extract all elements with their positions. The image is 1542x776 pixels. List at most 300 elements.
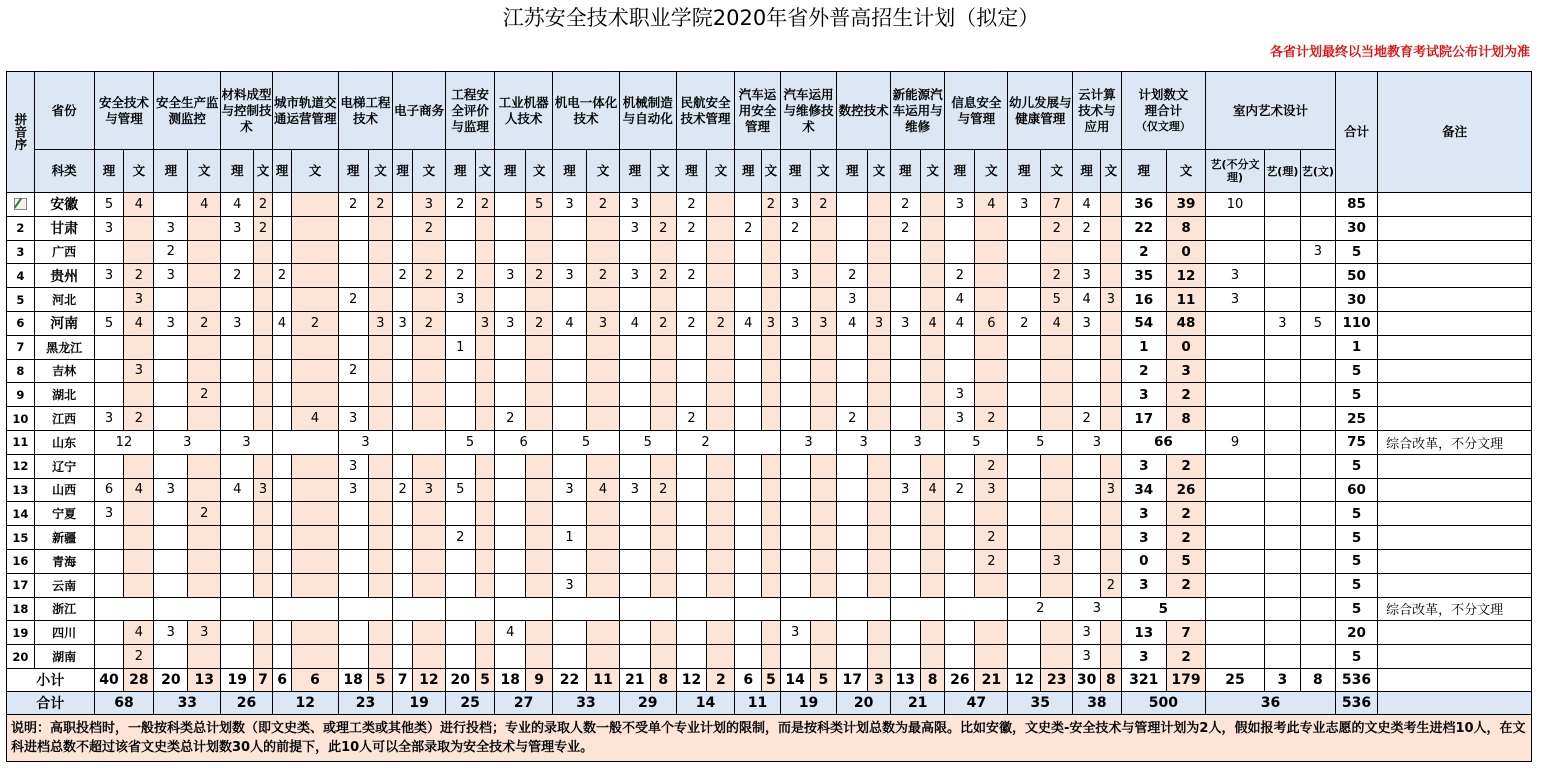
plan-cell [707, 407, 735, 431]
art-cell [1300, 264, 1335, 288]
plan-cell [707, 478, 735, 502]
plan-cell [619, 383, 650, 407]
major-total: 23 [338, 691, 393, 714]
province-cell: 黑龙江 [34, 335, 94, 359]
plan-cell [1101, 335, 1122, 359]
plan-cell [272, 573, 292, 597]
plan-cell [124, 454, 154, 478]
art-cell [1206, 383, 1265, 407]
plan-cell [837, 383, 868, 407]
plan-cell [124, 502, 154, 526]
art-cell [1264, 549, 1300, 573]
plan-cell [810, 264, 837, 288]
plan-cell [526, 502, 553, 526]
plan-cell [475, 478, 495, 502]
remark-cell [1378, 645, 1532, 669]
plan-cell [586, 645, 619, 669]
plan-cell [1041, 645, 1073, 669]
province-cell: 河南 [34, 311, 94, 335]
plan-cell [1008, 383, 1041, 407]
table-row [7, 193, 1532, 217]
plan-cell-merged [338, 597, 393, 621]
plan-cell [552, 621, 586, 645]
major-header: 汽车运用安全管理 [735, 72, 780, 150]
seq-cell: 7 [7, 335, 35, 359]
plan-cell [975, 359, 1008, 383]
plan-cell: 2 [650, 311, 676, 335]
plan-cell [475, 502, 495, 526]
plan-cell [526, 240, 553, 264]
plan-cell [762, 621, 781, 645]
major-header: 机械制造与自动化 [619, 72, 676, 150]
art-cell [1264, 407, 1300, 431]
plan-cell: 3 [412, 193, 445, 217]
art-cell [1264, 240, 1300, 264]
subtotal-cell: 8 [650, 668, 676, 691]
seq-cell: 6 [7, 311, 35, 335]
remark-cell [1378, 193, 1532, 217]
plan-cell [762, 240, 781, 264]
plan-cell [94, 359, 124, 383]
major-total: 33 [552, 691, 619, 714]
plan-cell [810, 478, 837, 502]
plan-cell: 4 [124, 621, 154, 645]
plan-grand-total: 500 [1121, 691, 1205, 714]
plan-cell [762, 335, 781, 359]
plan-cell: 2 [780, 216, 810, 240]
plan-cell [810, 454, 837, 478]
li-header: 理 [1073, 150, 1101, 193]
plan-cell: 3 [154, 478, 188, 502]
plan-cell [526, 407, 553, 431]
remark-cell [1378, 216, 1532, 240]
plan-cell [707, 549, 735, 573]
plan-cell: 2 [1073, 216, 1101, 240]
plan-cell: 4 [124, 193, 154, 217]
plan-cell [837, 359, 868, 383]
page-title: 江苏安全技术职业学院2020年省外普高招生计划（拟定） [502, 6, 1040, 30]
interior-grand-total: 36 [1206, 691, 1336, 714]
li-header: 理 [890, 150, 920, 193]
major-header: 城市轨道交通运营管理 [272, 72, 338, 150]
subtotal-cell: 5 [368, 668, 393, 691]
plan-cell [890, 645, 920, 669]
major-total: 19 [780, 691, 837, 714]
art-cell [1300, 526, 1335, 550]
plan-cell: 3 [475, 311, 495, 335]
plan-cell: 3 [1073, 311, 1101, 335]
plan-cell [338, 621, 368, 645]
art-cell [1264, 264, 1300, 288]
plan-cell [254, 359, 273, 383]
major-total: 26 [221, 691, 273, 714]
plan-cell [676, 335, 707, 359]
plan-cell [1073, 573, 1101, 597]
art-cell: 3 [1206, 264, 1265, 288]
plan-cell: 3 [619, 216, 650, 240]
plan-cell [707, 645, 735, 669]
subtotal-cell: 9 [526, 668, 553, 691]
subtotal-total: 536 [1335, 668, 1377, 691]
plan-cell [188, 645, 221, 669]
subtotal-cell: 21 [975, 668, 1008, 691]
grand-total-remark [1378, 691, 1532, 714]
plan-cell [368, 288, 393, 312]
plan-cell: 2 [762, 193, 781, 217]
subtotal-cell: 5 [475, 668, 495, 691]
plan-cell [868, 264, 891, 288]
plan-cell [837, 240, 868, 264]
plan-cell: 2 [292, 311, 338, 335]
plan-cell [810, 216, 837, 240]
plan-cell [868, 478, 891, 502]
plan-cell [586, 383, 619, 407]
plan-cell [292, 454, 338, 478]
plan-cell [393, 526, 413, 550]
plan-cell [920, 621, 945, 645]
plan-cell [890, 359, 920, 383]
art-cell [1264, 502, 1300, 526]
art-cell [1206, 549, 1265, 573]
plan-cell [412, 407, 445, 431]
plan-cell [619, 549, 650, 573]
plan-cell [920, 216, 945, 240]
subtotal-cell: 18 [495, 668, 526, 691]
plan-cell [762, 454, 781, 478]
plan-cell [475, 573, 495, 597]
plan-cell: 3 [1101, 478, 1122, 502]
plan-cell [945, 549, 975, 573]
plan-cell [586, 526, 619, 550]
remark-header: 备注 [1378, 72, 1532, 193]
plan-cell [475, 454, 495, 478]
seq-cell: 5 [7, 288, 35, 312]
plan-cell [890, 549, 920, 573]
plan-cell [650, 383, 676, 407]
plan-cell: 2 [526, 311, 553, 335]
table-row [7, 502, 1532, 526]
subtotal-cell: 6 [292, 668, 338, 691]
plan-cell-merged: 3 [338, 430, 393, 454]
plan-total-li: 35 [1121, 264, 1166, 288]
plan-cell [1008, 621, 1041, 645]
plan-cell [619, 359, 650, 383]
subtotal-art: 25 [1206, 668, 1265, 691]
plan-cell: 3 [945, 193, 975, 217]
enrollment-plan-table [6, 71, 1532, 762]
plan-cell-merged: 12 [94, 430, 154, 454]
major-header: 机电一体化技术 [552, 72, 619, 150]
plan-cell-merged: 2 [676, 430, 735, 454]
plan-total-wen: 0 [1166, 240, 1205, 264]
plan-cell: 2 [272, 264, 292, 288]
plan-cell [272, 359, 292, 383]
plan-cell [676, 573, 707, 597]
major-total: 35 [1008, 691, 1073, 714]
plan-cell [254, 407, 273, 431]
province-cell: 山东 [34, 430, 94, 454]
major-header: 云计算技术与应用 [1073, 72, 1121, 150]
plan-total-li: 3 [1121, 573, 1166, 597]
seq-cell: 15 [7, 526, 35, 550]
plan-cell [272, 288, 292, 312]
wen-header: 文 [412, 150, 445, 193]
plan-cell [890, 502, 920, 526]
plan-cell [676, 454, 707, 478]
plan-cell [945, 621, 975, 645]
plan-cell [188, 240, 221, 264]
plan-cell: 3 [762, 311, 781, 335]
plan-total-li: 3 [1121, 645, 1166, 669]
plan-cell: 2 [1073, 407, 1101, 431]
plan-cell [619, 573, 650, 597]
plan-cell [920, 549, 945, 573]
li-header: 理 [676, 150, 707, 193]
plan-cell: 2 [412, 264, 445, 288]
plan-cell [526, 288, 553, 312]
plan-total-wen: 39 [1166, 193, 1205, 217]
wen-header: 文 [1041, 150, 1073, 193]
plan-cell [445, 621, 475, 645]
plan-cell [393, 383, 413, 407]
plan-cell [975, 383, 1008, 407]
plan-cell [412, 621, 445, 645]
plan-cell [868, 454, 891, 478]
province-cell: 江西 [34, 407, 94, 431]
plan-cell: 3 [124, 359, 154, 383]
plan-cell [920, 335, 945, 359]
plan-cell [188, 264, 221, 288]
plan-cell [412, 549, 445, 573]
major-total: 25 [445, 691, 494, 714]
plan-cell [1101, 502, 1122, 526]
art-cell [1300, 288, 1335, 312]
plan-cell [810, 573, 837, 597]
plan-cell [1073, 454, 1101, 478]
plan-cell [735, 240, 762, 264]
plan-cell: 3 [188, 621, 221, 645]
plan-cell [221, 573, 254, 597]
subtotal-cell: 30 [1073, 668, 1101, 691]
plan-cell [676, 621, 707, 645]
plan-total-wen: 7 [1166, 621, 1205, 645]
plan-cell [619, 335, 650, 359]
plan-cell [254, 573, 273, 597]
plan-cell [272, 407, 292, 431]
plan-cell: 5 [445, 478, 475, 502]
plan-cell [475, 240, 495, 264]
plan-cell [586, 359, 619, 383]
plan-cell-merged: 3 [890, 430, 945, 454]
plan-cell [975, 573, 1008, 597]
plan-cell [837, 216, 868, 240]
li-header: 理 [837, 150, 868, 193]
plan-cell-merged [890, 597, 945, 621]
plan-cell: 2 [338, 193, 368, 217]
art-cell [1206, 407, 1265, 431]
row-total: 30 [1335, 216, 1377, 240]
plan-cell [445, 645, 475, 669]
plan-cell [868, 502, 891, 526]
plan-cell: 2 [676, 264, 707, 288]
plan-cell: 2 [676, 193, 707, 217]
plan-cell [920, 359, 945, 383]
art-cell [1300, 407, 1335, 431]
plan-cell: 2 [445, 264, 475, 288]
major-total: 20 [837, 691, 891, 714]
plan-cell [1101, 240, 1122, 264]
art-cell: 3 [1206, 288, 1265, 312]
plan-cell [1041, 407, 1073, 431]
li-header: 理 [945, 150, 975, 193]
plan-cell-merged [272, 430, 338, 454]
major-header: 安全生产监测监控 [154, 72, 221, 150]
subtotal-cell: 20 [445, 668, 475, 691]
art-cell [1300, 597, 1335, 621]
plan-cell: 2 [124, 645, 154, 669]
table-row [7, 645, 1532, 669]
row-total: 60 [1335, 478, 1377, 502]
plan-cell [154, 407, 188, 431]
plan-cell [1041, 502, 1073, 526]
major-header: 数控技术 [837, 72, 891, 150]
subtotal-cell: 5 [762, 668, 781, 691]
plan-cell [619, 502, 650, 526]
province-cell: 河北 [34, 288, 94, 312]
art-cell [1300, 478, 1335, 502]
plan-cell-merged: 5 [945, 430, 1008, 454]
plan-cell [94, 526, 124, 550]
plan-cell: 2 [837, 264, 868, 288]
plan-cell [890, 407, 920, 431]
plan-cell: 4 [920, 311, 945, 335]
plan-cell: 3 [780, 193, 810, 217]
plan-cell: 2 [837, 407, 868, 431]
plan-cell [707, 288, 735, 312]
row-total: 5 [1335, 240, 1377, 264]
plan-cell [393, 240, 413, 264]
plan-cell [810, 621, 837, 645]
plan-cell [221, 454, 254, 478]
plan-cell [676, 359, 707, 383]
subtotal-cell: 3 [868, 668, 891, 691]
plan-cell [780, 549, 810, 573]
plan-cell: 3 [94, 502, 124, 526]
plan-cell: 2 [412, 216, 445, 240]
plan-cell [552, 383, 586, 407]
plan-total-wen: 8 [1166, 216, 1205, 240]
li-header: 理 [495, 150, 526, 193]
plan-cell-merged [393, 597, 446, 621]
plan-cell [837, 573, 868, 597]
plan-cell [735, 359, 762, 383]
wen-header: 文 [810, 150, 837, 193]
remark-cell [1378, 502, 1532, 526]
plan-cell [475, 383, 495, 407]
plan-cell: 3 [780, 311, 810, 335]
plan-total-wen: 0 [1166, 335, 1205, 359]
plan-total-wen: 5 [1166, 549, 1205, 573]
art-cell [1206, 359, 1265, 383]
plan-cell [868, 621, 891, 645]
plan-cell [292, 288, 338, 312]
plan-cell: 2 [1041, 264, 1073, 288]
art-cell [1300, 359, 1335, 383]
plan-total-li: 16 [1121, 288, 1166, 312]
remark-cell [1378, 264, 1532, 288]
plan-cell [676, 240, 707, 264]
plan-cell [945, 216, 975, 240]
edit-flag-icon [13, 196, 28, 210]
plan-cell: 3 [619, 264, 650, 288]
subtotal-label: 小计 [7, 668, 95, 691]
major-header: 电子商务 [393, 72, 446, 150]
art-cell [1206, 502, 1265, 526]
plan-cell [221, 526, 254, 550]
art-li-header: 艺(理) [1264, 150, 1300, 193]
plan-cell [368, 645, 393, 669]
plan-total-wen: 11 [1166, 288, 1205, 312]
plan-cell [292, 502, 338, 526]
plan-cell: 2 [586, 264, 619, 288]
art-cell [1206, 454, 1265, 478]
plan-cell [762, 645, 781, 669]
remark-cell [1378, 407, 1532, 431]
plan-cell [94, 549, 124, 573]
plan-cell [368, 240, 393, 264]
plan-cell [945, 573, 975, 597]
plan-cell [475, 264, 495, 288]
plan-cell-merged [735, 597, 780, 621]
plan-cell [94, 573, 124, 597]
plan-cell [676, 288, 707, 312]
plan-cell [975, 216, 1008, 240]
plan-cell: 2 [810, 193, 837, 217]
plan-cell: 2 [124, 407, 154, 431]
art-cell [1300, 193, 1335, 217]
art-cell: 5 [1300, 311, 1335, 335]
plan-cell-merged: 3 [1073, 597, 1121, 621]
plan-cell [154, 526, 188, 550]
plan-cell [920, 502, 945, 526]
plan-cell [393, 621, 413, 645]
plan-cell [338, 383, 368, 407]
plan-cell [154, 454, 188, 478]
plan-cell [154, 383, 188, 407]
major-header: 信息安全与管理 [945, 72, 1008, 150]
plan-total-merged: 66 [1121, 430, 1205, 454]
plan-cell [393, 216, 413, 240]
plan-cell [495, 240, 526, 264]
major-total: 19 [393, 691, 446, 714]
wen-header: 文 [368, 150, 393, 193]
plan-cell [338, 549, 368, 573]
plan-cell [272, 216, 292, 240]
plan-cell [495, 645, 526, 669]
plan-cell-merged: 5 [552, 430, 619, 454]
remark-cell [1378, 526, 1532, 550]
plan-cell: 4 [124, 478, 154, 502]
subtotal-cell: 18 [338, 668, 368, 691]
plan-cell: 3 [619, 193, 650, 217]
art-cell [1206, 526, 1265, 550]
plan-cell [975, 240, 1008, 264]
plan-note: 各省计划最终以当地教育考试院公布计划为准 [1269, 45, 1530, 60]
plan-cell: 2 [124, 264, 154, 288]
plan-cell [780, 645, 810, 669]
plan-cell: 5 [1041, 288, 1073, 312]
plan-cell: 3 [945, 407, 975, 431]
